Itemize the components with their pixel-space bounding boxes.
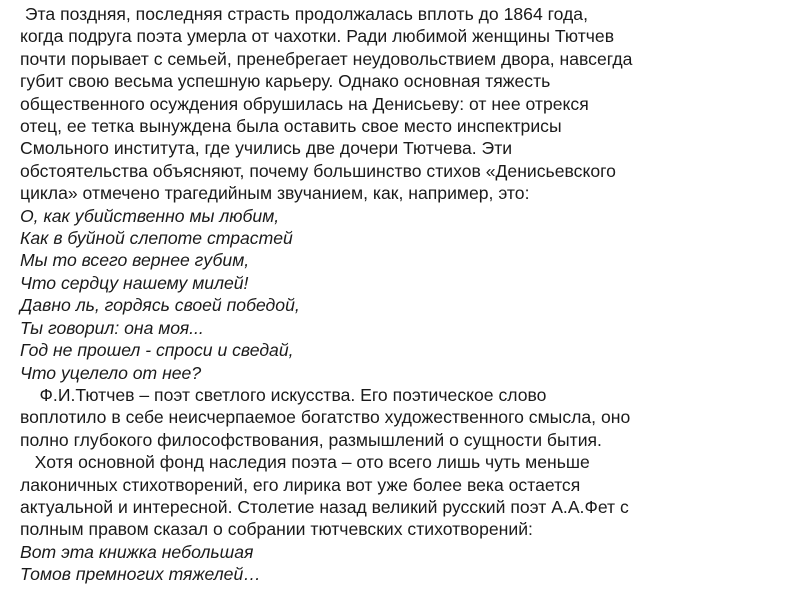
poem-line: Что уцелело от нее? xyxy=(20,362,202,383)
poem-line: Ты говорил: она моя... xyxy=(20,317,204,338)
poem-quote-2 xyxy=(20,541,795,586)
paragraph-intro xyxy=(20,3,795,205)
text-line: обстоятельства объясняют, почему большинство стихов «Денисьевского xyxy=(20,160,616,181)
text-line: Смольного института, где учились две дочери Тютчева. Эти xyxy=(20,138,513,159)
text-body xyxy=(20,3,795,586)
text-line: губит свою весьма успешную карьеру. Однако основная тяжесть xyxy=(20,71,551,92)
text-line: полным правом сказал о собрании тютчевских стихотворений: xyxy=(20,519,533,540)
text-line: когда подруга поэта умерла от чахотки. Ради любимой женщины Тютчев xyxy=(20,26,615,47)
text-line: Хотя основной фонд наследия поэта – ото всего лишь чуть меньше xyxy=(20,452,590,473)
poem-line: Давно ль, гордясь своей победой, xyxy=(20,295,300,316)
text-line: общественного осуждения обрушилась на Денисьеву: от нее отрекся xyxy=(20,93,589,114)
text-line: Эта поздняя, последняя страсть продолжалась вплоть до 1864 года, xyxy=(20,4,588,24)
poem-quote-1 xyxy=(20,205,795,384)
text-line: полно глубокого философствования, размышлений о сущности бытия. xyxy=(20,429,602,450)
poem-line: Год не прошел - спроси и сведай, xyxy=(20,340,294,361)
poem-line: Мы то всего вернее губим, xyxy=(20,250,250,271)
poem-line: О, как убийственно мы любим, xyxy=(20,205,280,226)
paragraph-legacy xyxy=(20,451,795,541)
poem-line: Вот эта книжка небольшая xyxy=(20,541,254,562)
text-line: почти порывает с семьей, пренебрегает неудовольствием двора, навсегда xyxy=(20,48,633,69)
poem-line: Томов премногих тяжелей… xyxy=(20,564,261,585)
text-line: актуальной и интересной. Столетие назад великий русский поэт А.А.Фет с xyxy=(20,496,629,517)
paragraph-tyutchev xyxy=(20,384,795,451)
poem-line: Что сердцу нашему милей! xyxy=(20,272,249,293)
poem-line: Как в буйной слепоте страстей xyxy=(20,228,293,249)
text-line: лаконичных стихотворений, его лирика вот уже более века остается xyxy=(20,474,581,495)
text-line: цикла» отмечено трагедийным звучанием, как, например, это: xyxy=(20,183,530,204)
text-line: воплотило в себе неисчерпаемое богатство художественного смысла, оно xyxy=(20,407,631,428)
text-line: Ф.И.Тютчев – поэт светлого искусства. Его поэтическое слово xyxy=(20,384,547,405)
text-line: отец, ее тетка вынуждена была оставить свое место инспектрисы xyxy=(20,116,562,137)
